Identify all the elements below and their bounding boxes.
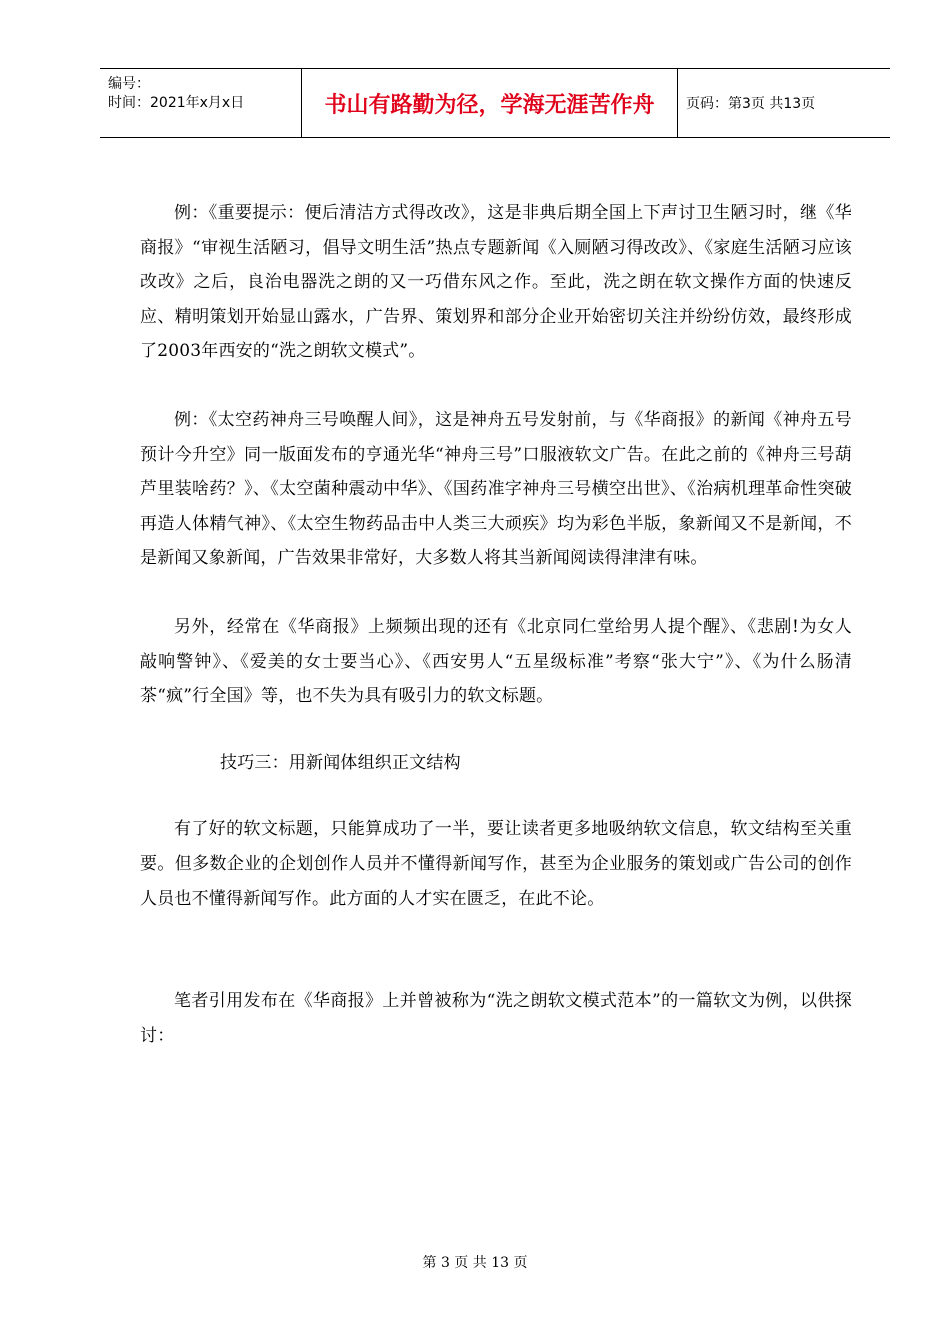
paragraph-citation: 笔者引用发布在《华商报》上并曾被称为“洗之朗软文模式范本”的一篇软文为例，以供探讨： — [140, 991, 852, 1046]
paragraph-structure: 有了好的软文标题，只能算成功了一半，要让读者更多地吸纳软文信息，软文结构至关重要。但多数企业的企划创作人员并不懂得新闻写作，甚至为企业服务的策划或广告公司的创作人员也不懂得新闻写作。此方面的人才实在匮乏，在此不论。 — [140, 819, 852, 909]
paragraph-other-titles: 另外，经常在《华商报》上频频出现的还有《北京同仁堂给男人提个醒》、《悲剧!为女人敲响警钟》、《爱美的女士要当心》、《西安男人“五星级标准”考察“张大宁”》、《为什么肠清茶“疯”行全国》等，也不失为具有吸引力的软文标题。 — [140, 616, 852, 707]
paragraph-shenzhou-example: 例：《太空药神舟三号唤醒人间》，这是神舟五号发射前，与《华商报》的新闻《神舟五号预计今升空》同一版面发布的亨通光华“神舟三号”口服液软文广告。在此之前的《神舟三号葫芦里装啥药？》、《太空菌种震动中华》、《国药准字神舟三号横空出世》、《治病机理革命性突破再造人体精气神》、《太空生物药品击中人类三大顽疾》均为彩色半版，象新闻又不是新闻，不是新闻又象新闻，广告效果非常好，大多数人将其当新闻阅读得津津有味。 — [140, 409, 852, 569]
paragraph-spacer — [140, 576, 852, 610]
header-motto: 书山有路勤为径，学海无涯苦作舟 — [302, 69, 678, 137]
document-number-label: 编号： — [108, 76, 150, 92]
paragraph-spacer — [140, 369, 852, 403]
page-footer: 第 3 页 共 13 页 — [422, 1255, 528, 1271]
page-header — [100, 68, 890, 138]
paragraph-spacer — [140, 780, 852, 812]
paragraph-xizhilang-example: 例：《重要提示：便后清洁方式得改改》，这是非典后期全国上下声讨卫生陋习时，继《华商报》“审视生活陋习，倡导文明生活”热点专题新闻《入厕陋习得改改》、《家庭生活陋习应该改改》之后，良治电器洗之朗的又一巧借东风之作。至此，洗之朗在软文操作方面的快速反应、精明策划开始显山露水，广告界、策划界和部分企业开始密切关注并纷纷仿效，最终形成了2003年西安的“洗之朗软文模式”。 — [140, 203, 852, 362]
header-page-number: 页码：第3页 共13页 — [686, 96, 816, 112]
document-body — [140, 196, 852, 1053]
document-date-label: 时间：2021年x月x日 — [108, 95, 245, 111]
paragraph-spacer — [140, 916, 852, 984]
section-heading: 技巧三：用新闻体组织正文结构 — [220, 752, 461, 773]
paragraph-spacer — [140, 714, 852, 746]
header-meta — [100, 69, 302, 137]
